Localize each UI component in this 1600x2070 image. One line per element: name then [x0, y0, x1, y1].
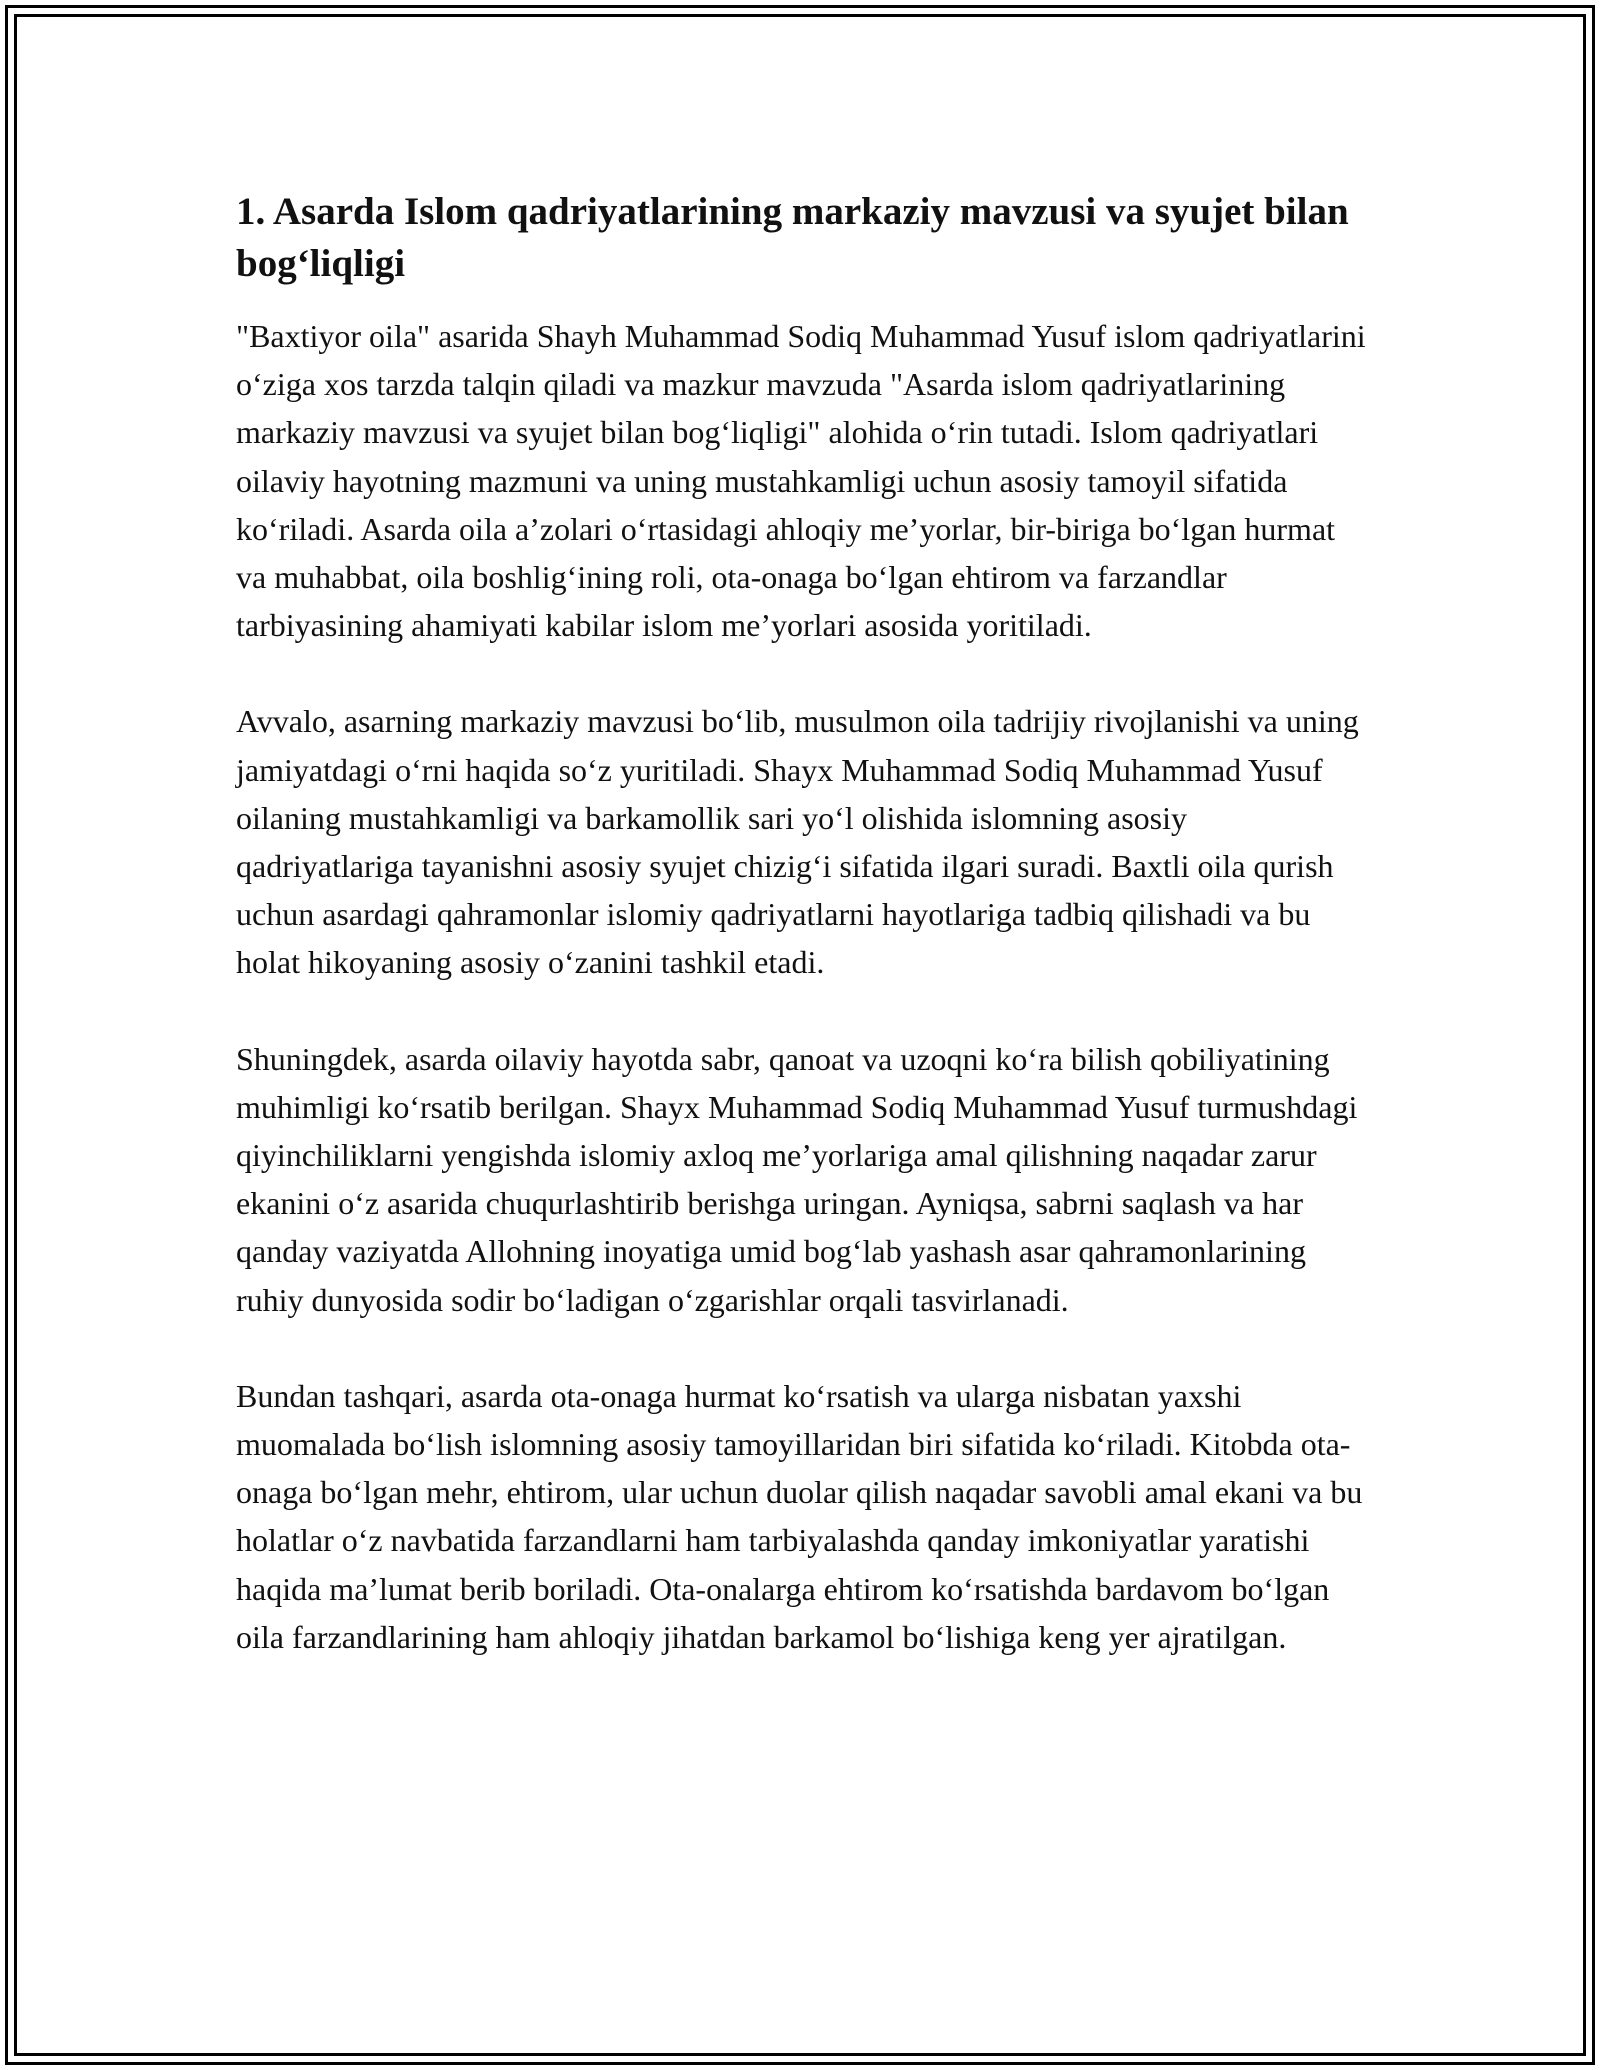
paragraph-1: "Baxtiyor oila" asarida Shayh Muhammad Sodiq Muhammad Yusuf islom qadriyatlarini o‘ziga xos tarzda talqin qiladi va mazkur mavzuda "Asarda islom qadriyatlarining markaziy mavzusi va syujet bilan bog‘liqligi" alohida o‘rin tutadi. Islom qadriyatlari oilaviy hayotning mazmuni va uning mustahkamligi uchun asosiy tamoyil sifatida ko‘riladi. Asarda oila a’zolari o‘rtasidagi ahloqiy me’yorlar, bir-biriga bo‘lgan hurmat va muhabbat, oila boshlig‘ining roli, ota-onaga bo‘lgan ehtirom va farzandlar tarbiyasining ahamiyati kabilar islom me’yorlari asosida yoritiladi. — [236, 318, 1366, 644]
document-body — [236, 186, 1366, 1709]
section-heading: 1. Asarda Islom qadriyatlarining markaziy mavzusi va syujet bilan bog‘liqligi — [236, 190, 1349, 285]
paragraph-3: Shuningdek, asarda oilaviy hayotda sabr, qanoat va uzoqni ko‘ra bilish qobiliyatining muhimligi ko‘rsatib berilgan. Shayx Muhammad Sodiq Muhammad Yusuf turmushdagi qiyinchiliklarni yengishda islomiy axloq me’yorlariga amal qilishning naqadar zarur ekanini o‘z asarida chuqurlashtirib berishga uringan. Ayniqsa, sabrni saqlash va har qanday vaziyatda Allohning inoyatiga umid bog‘lab yashash asar qahramonlarining ruhiy dunyosida sodir bo‘ladigan o‘zgarishlar orqali tasvirlanadi. — [236, 1040, 1358, 1318]
paragraph-2: Avvalo, asarning markaziy mavzusi bo‘lib, musulmon oila tadrijiy rivojlanishi va uning jamiyatdagi o‘rni haqida so‘z yuritiladi. Shayx Muhammad Sodiq Muhammad Yusuf oilaning mustahkamligi va barkamollik sari yo‘l olishida islomning asosiy qadriyatlariga tayanishni asosiy syujet chizig‘i sifatida ilgari suradi. Baxtli oila qurish uchun asardagi qahramonlar islomiy qadriyatlarni hayotlariga tadbiq qilishadi va bu holat hikoyaning asosiy o‘zanini tashkil etadi. — [236, 703, 1359, 981]
paragraph-4: Bundan tashqari, asarda ota-onaga hurmat ko‘rsatish va ularga nisbatan yaxshi muomalada bo‘lish islomning asosiy tamoyillaridan biri sifatida ko‘riladi. Kitobda ota-onaga bo‘lgan mehr, ehtirom, ular uchun duolar qilish naqadar savobli amal ekani va bu holatlar o‘z navbatida farzandlarni ham tarbiyalashda qanday imkoniyatlar yaratishi haqida ma’lumat berib boriladi. Ota-onalarga ehtirom ko‘rsatishda bardavom bo‘lgan oila farzandlarining ham ahloqiy jihatdan barkamol bo‘lishiga keng yer ajratilgan. — [236, 1377, 1363, 1655]
